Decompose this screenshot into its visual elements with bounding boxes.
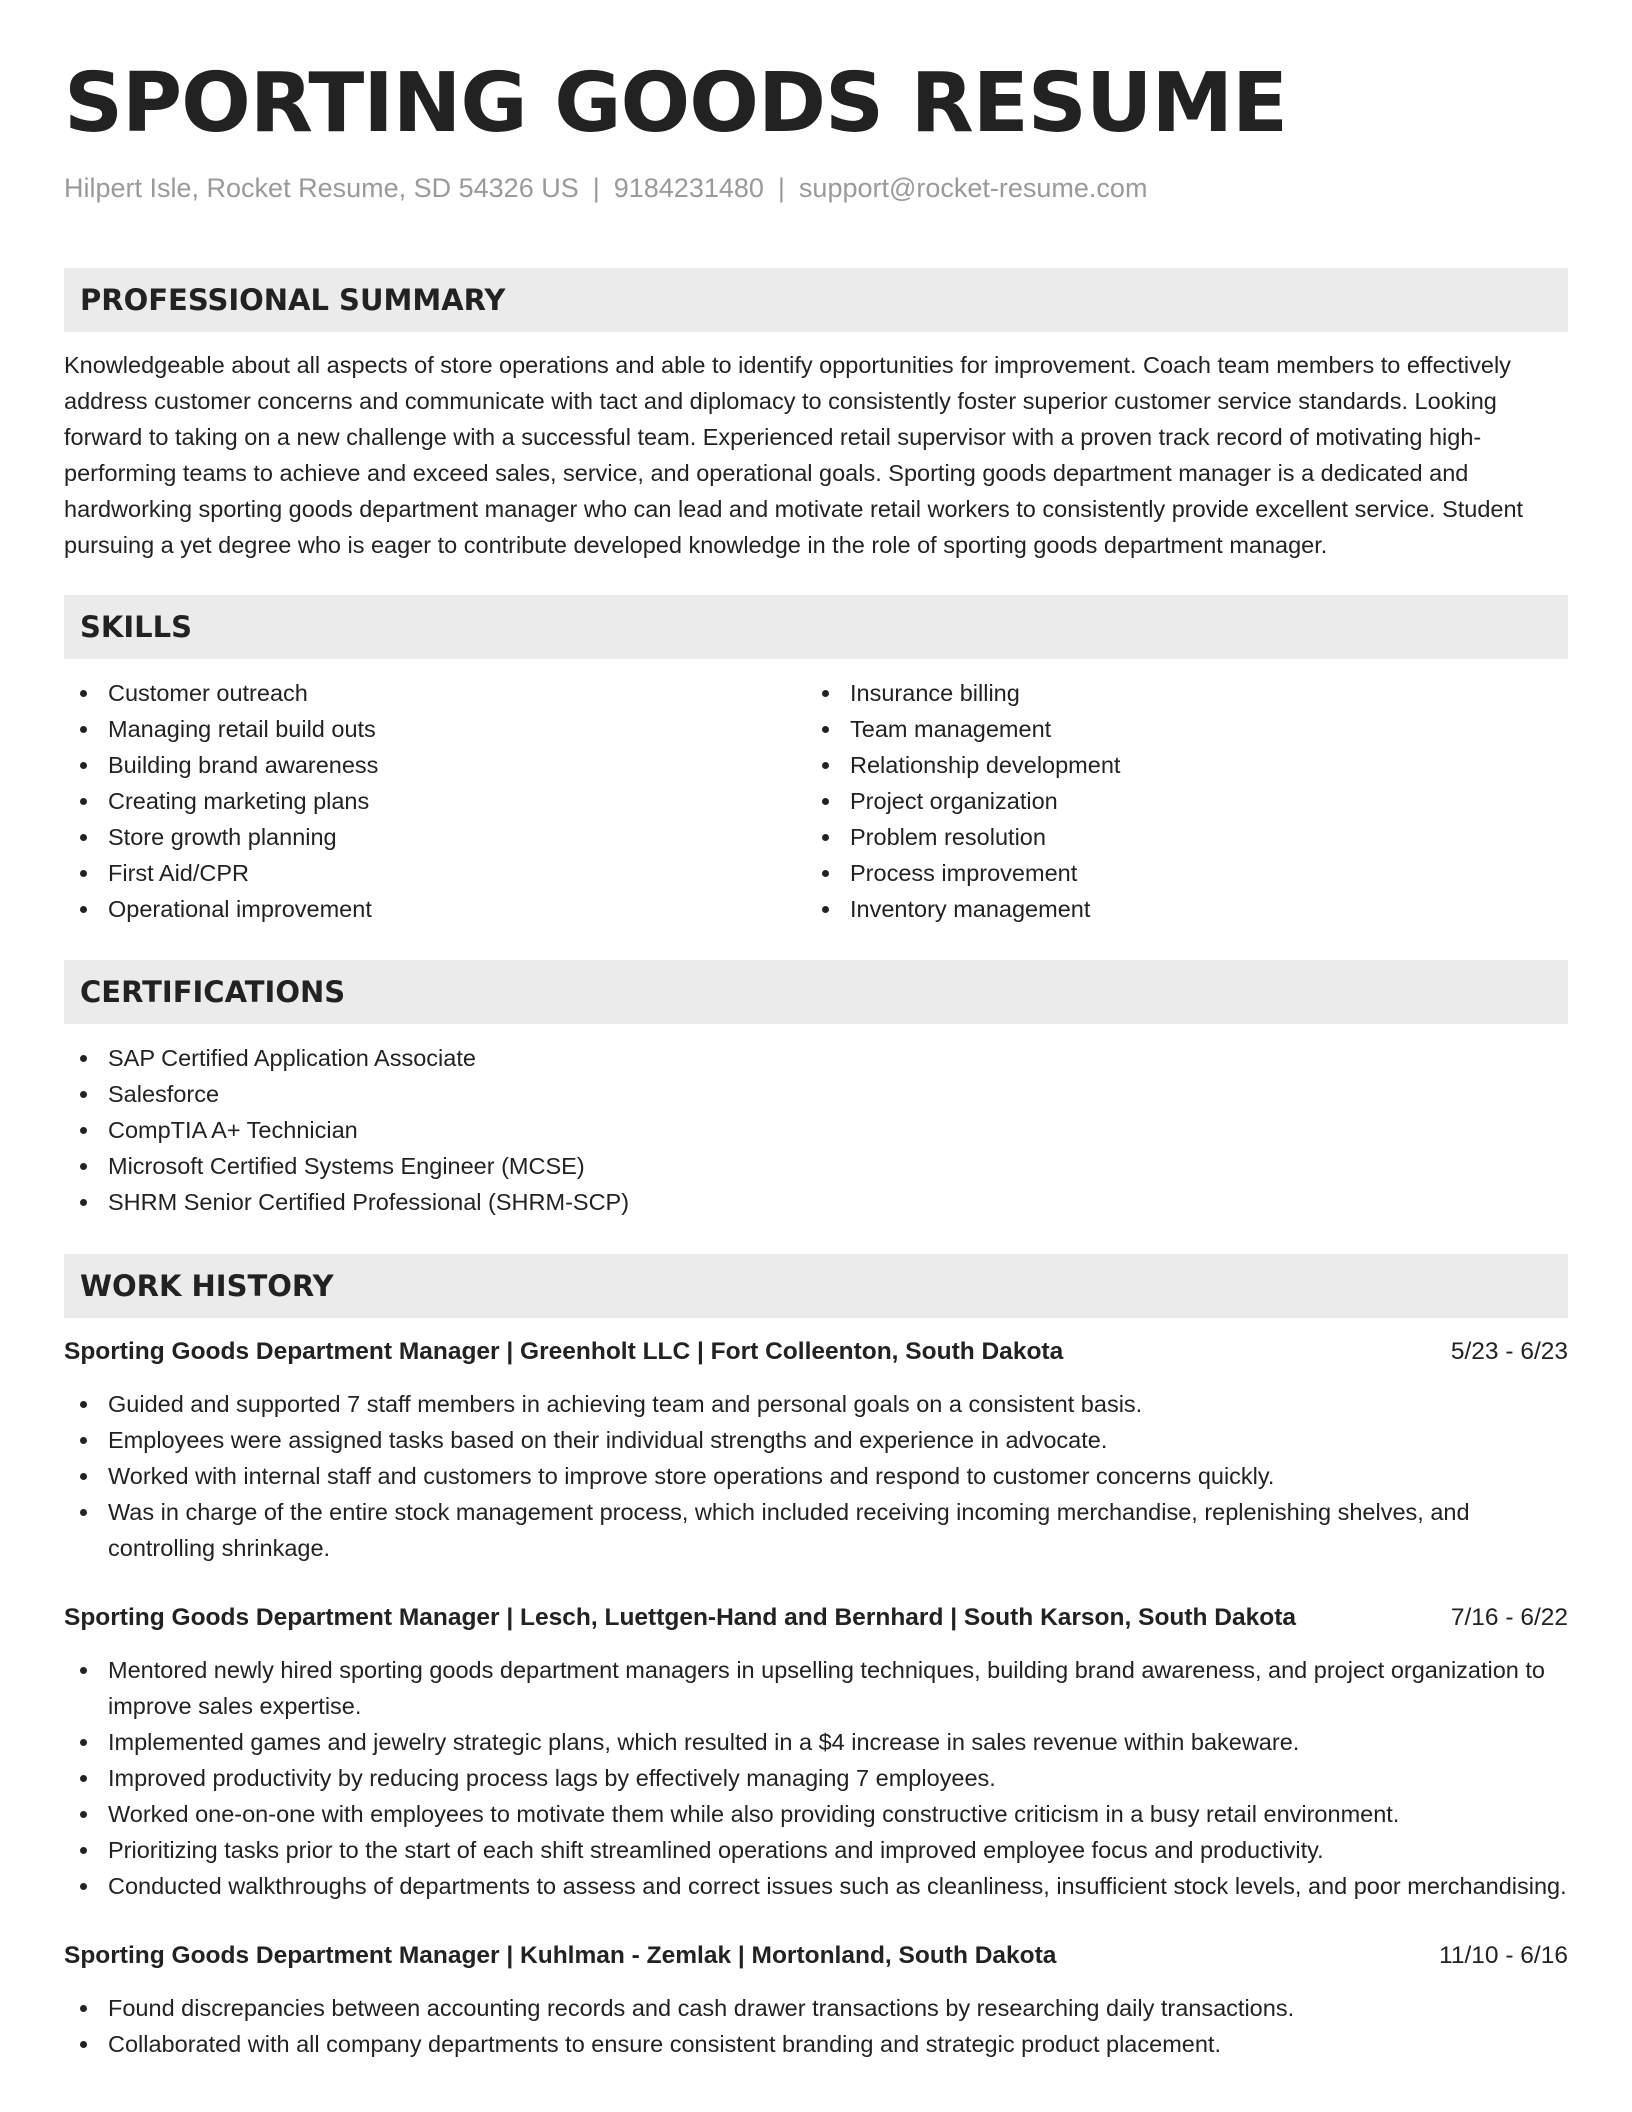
certification-item: SHRM Senior Certified Professional (SHRM-SCP) xyxy=(64,1184,1568,1220)
skill-item: Building brand awareness xyxy=(64,747,806,783)
certification-item: Microsoft Certified Systems Engineer (MCSE) xyxy=(64,1148,1568,1184)
job-bullet: Worked with internal staff and customers to improve store operations and respond to customer concerns quickly. xyxy=(64,1458,1568,1494)
job-header xyxy=(64,1334,1568,1370)
certifications-section xyxy=(64,960,1568,1220)
job-entry xyxy=(64,1600,1568,1904)
job-bullet: Found discrepancies between accounting records and cash drawer transactions by researching daily transactions. xyxy=(64,1990,1568,2026)
job-bullet: Was in charge of the entire stock management process, which included receiving incoming merchandise, replenishing shelves, and controlling shrinkage. xyxy=(64,1494,1568,1566)
job-entry xyxy=(64,1334,1568,1566)
resume-title: SPORTING GOODS RESUME xyxy=(64,56,1288,151)
job-bullet: Conducted walkthroughs of departments to assess and correct issues such as cleanliness, insufficient stock levels, and poor merchandising. xyxy=(64,1868,1568,1904)
skill-item: Managing retail build outs xyxy=(64,711,806,747)
job-header xyxy=(64,1938,1568,1974)
job-dates: 5/23 - 6/23 xyxy=(1450,1338,1568,1365)
skill-item: Operational improvement xyxy=(64,891,806,927)
job-title: Sporting Goods Department Manager | Kuhlman - Zemlak | Mortonland, South Dakota xyxy=(64,1942,1057,1969)
skill-item: Process improvement xyxy=(806,855,1548,891)
certifications-heading: CERTIFICATIONS xyxy=(64,960,1568,1024)
job-bullet: Worked one-on-one with employees to motivate them while also providing constructive criticism in a busy retail environment. xyxy=(64,1796,1568,1832)
skill-item: Problem resolution xyxy=(806,819,1548,855)
job-bullet: Employees were assigned tasks based on their individual strengths and experience in advocate. xyxy=(64,1422,1568,1458)
certification-item: CompTIA A+ Technician xyxy=(64,1112,1568,1148)
contact-address: Hilpert Isle, Rocket Resume, SD 54326 US xyxy=(64,173,579,203)
skill-item: Creating marketing plans xyxy=(64,783,806,819)
work-history-heading: WORK HISTORY xyxy=(64,1254,1568,1318)
skill-item: Project organization xyxy=(806,783,1548,819)
contact-phone: 9184231480 xyxy=(613,173,764,203)
summary-heading: PROFESSIONAL SUMMARY xyxy=(64,268,1568,332)
job-dates: 11/10 - 6/16 xyxy=(1439,1942,1568,1969)
job-bullet: Guided and supported 7 staff members in achieving team and personal goals on a consistent basis. xyxy=(64,1386,1568,1422)
summary-section xyxy=(64,268,1568,563)
skill-item: First Aid/CPR xyxy=(64,855,806,891)
skills-grid xyxy=(64,675,1568,927)
job-bullet: Collaborated with all company departments to ensure consistent branding and strategic product placement. xyxy=(64,2026,1568,2062)
certifications-list xyxy=(64,1040,1568,1220)
skill-item: Customer outreach xyxy=(64,675,806,711)
contact-line xyxy=(64,170,1568,206)
skill-item: Team management xyxy=(806,711,1548,747)
job-title: Sporting Goods Department Manager | Lesch, Luettgen-Hand and Bernhard | South Karson, South Dakota xyxy=(64,1604,1296,1631)
job-bullet: Mentored newly hired sporting goods department managers in upselling techniques, building brand awareness, and project organization to improve sales expertise. xyxy=(64,1652,1568,1724)
contact-separator: | xyxy=(592,173,600,203)
job-bullets xyxy=(64,1386,1568,1566)
skills-heading: SKILLS xyxy=(64,595,1568,659)
skills-list-right xyxy=(806,675,1548,927)
job-title: Sporting Goods Department Manager | Greenholt LLC | Fort Colleenton, South Dakota xyxy=(64,1338,1064,1365)
job-entry xyxy=(64,1938,1568,2062)
job-bullet: Prioritizing tasks prior to the start of each shift streamlined operations and improved employee focus and productivity. xyxy=(64,1832,1568,1868)
resume-page xyxy=(64,54,1568,2062)
job-dates: 7/16 - 6/22 xyxy=(1450,1604,1568,1631)
certification-item: Salesforce xyxy=(64,1076,1568,1112)
skill-item: Store growth planning xyxy=(64,819,806,855)
job-bullet: Improved productivity by reducing process lags by effectively managing 7 employees. xyxy=(64,1760,1568,1796)
skill-item: Inventory management xyxy=(806,891,1548,927)
skills-section xyxy=(64,595,1568,927)
work-history-section xyxy=(64,1254,1568,2062)
job-header xyxy=(64,1600,1568,1636)
summary-text: Knowledgeable about all aspects of store operations and able to identify opportunities for improvement. Coach team members to effectively address customer concerns and communicate with tact and diplomacy to consistently foster superior customer service standards. Looking forward to taking on a new challenge with a successful team. Experienced retail supervisor with a proven track record of motivating high-performing teams to achieve and exceed sales, service, and operational goals. Sporting goods department manager is a dedicated and hardworking sporting goods department manager who can lead and motivate retail workers to consistently provide excellent service. Student pursuing a yet degree who is eager to contribute developed knowledge in the role of sporting goods department manager. xyxy=(64,352,1524,558)
skill-item: Relationship development xyxy=(806,747,1548,783)
skill-item: Insurance billing xyxy=(806,675,1548,711)
contact-email: support@rocket-resume.com xyxy=(798,173,1148,203)
job-bullets xyxy=(64,1652,1568,1904)
contact-separator: | xyxy=(777,173,785,203)
certification-item: SAP Certified Application Associate xyxy=(64,1040,1568,1076)
job-bullets xyxy=(64,1990,1568,2062)
skills-list-left xyxy=(64,675,806,927)
job-bullet: Implemented games and jewelry strategic plans, which resulted in a $4 increase in sales revenue within bakeware. xyxy=(64,1724,1568,1760)
